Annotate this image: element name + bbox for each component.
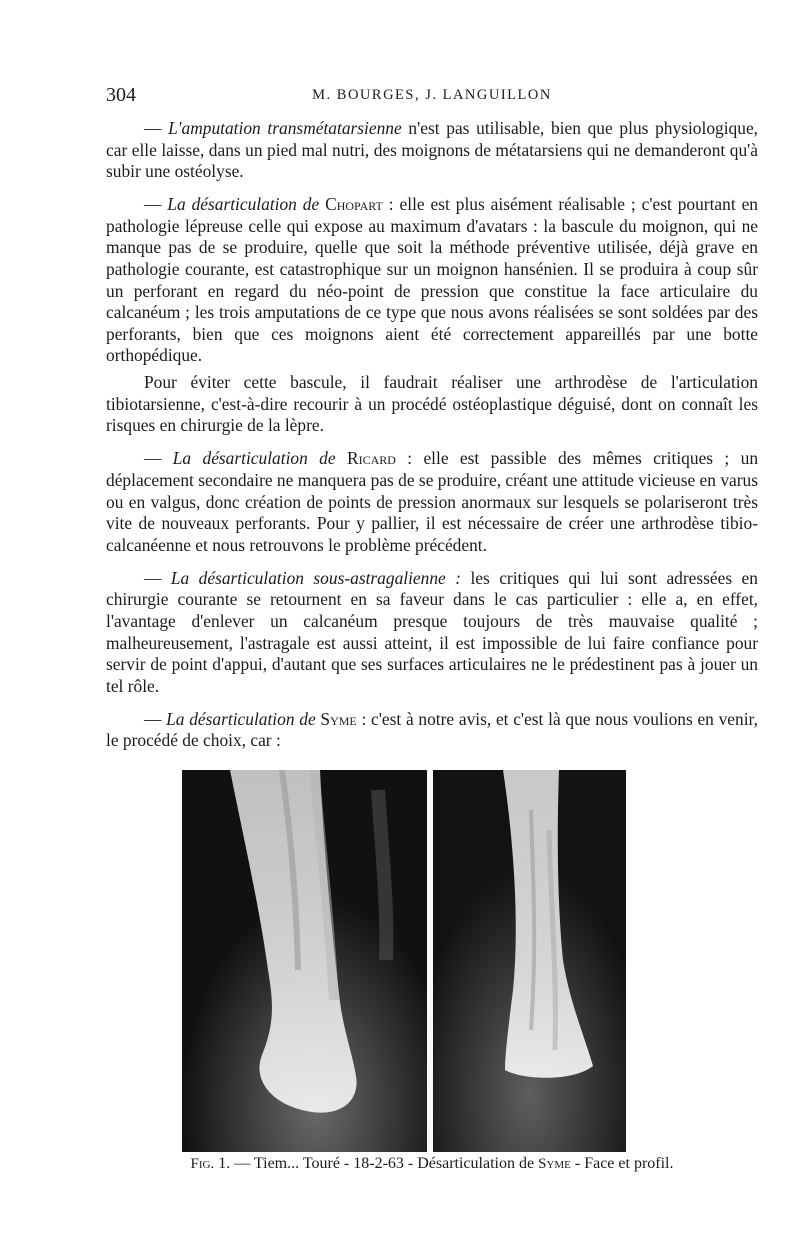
running-head: M. BOURGES, J. LANGUILLON	[312, 87, 552, 103]
paragraph-sous-astragalienne: — La désarticulation sous-astragalienne : les critiques qui lui sont adressées en chirurgie courante se retournent en sa faveur dans le cas particulier : elle a, en effet, l'avantage d'enlever un calcanéum presque toujours de très mauvaise qualité ; malheureusement, l'astragale est aussi atteint, il est impossible de lui faire confiance pour servir de point d'appui, d'autant que ses surfaces articulaires ne le prédestinent pas à jouer un tel rôle.	[106, 567, 758, 696]
body-text	[106, 118, 758, 764]
page-number: 304	[106, 84, 136, 106]
term-italic: La désarticulation de	[172, 448, 336, 469]
xray-figure	[182, 770, 626, 1152]
xray-profile-view	[433, 770, 626, 1152]
surname-syme: Syme	[538, 1156, 571, 1172]
paragraph-ricard: — La désarticulation de Ricard : elle est passible des mêmes critiques ; un déplacement secondaire ne manquera pas de se produire, créant une attitude vicieuse en varus ou en valgus, donc création de points de pression anormaux sur lesquels se polariseront très vite de nouveaux perforants. Pour y pallier, il est nécessaire de créer une arthrodèse tibio-calcanéenne et nous retrouvons le problème précédent.	[106, 448, 759, 555]
paragraph-chopart: — La désarticulation de Chopart : elle est plus aisément réalisable ; c'est pourtant en pathologie lépreuse celle qui expose au maximum d'avatars : la bascule du moignon, qui ne manque pas de se produire, quelle que soit la méthode préventive utilisée, déjà grave en pathologie courante, est catastrophique sur un moignon hansénien. Il se produira à coup sûr un perforant en regard du néo-point de pression que constitue la face articulaire du calcanéum ; les trois amputations de ce type que nous avons réalisées se sont soldées par des perforants, bien que ces moignons aient été correctement appareillés par une botte orthopédique.	[106, 194, 758, 366]
figure-label: Fig.	[190, 1156, 215, 1172]
surname-syme: Syme	[320, 708, 357, 729]
term-italic: La désarticulation de	[166, 708, 316, 729]
xray-front-view	[182, 770, 427, 1152]
page-header	[106, 84, 758, 108]
paragraph-bascule: Pour éviter cette bascule, il faudrait réaliser une arthrodèse de l'articulation tibiotarsienne, c'est-à-dire recourir à un procédé ostéoplastique déguisé, dont on connaît les risques en chirurgie de la lèpre.	[106, 372, 758, 436]
surname-chopart: Chopart	[325, 194, 383, 215]
term-italic: La désarticulation de	[167, 194, 320, 215]
term-italic: La désarticulation sous-astragalienne :	[170, 567, 461, 588]
paragraph-syme: — La désarticulation de Syme : c'est à notre avis, et c'est là que nous voulions en venir, le procédé de choix, car :	[106, 708, 758, 751]
surname-ricard: Ricard	[346, 448, 396, 469]
term-italic: L'amputation transmétatarsienne	[168, 118, 402, 138]
figure-caption: Fig. 1. — Tiem... Touré - 18-2-63 - Désarticulation de Syme - Face et profil.	[190, 1155, 674, 1172]
paragraph-transmetatarsal: — L'amputation transmétatarsienne n'est pas utilisable, bien que plus physiologique, car elle laisse, dans un pied mal nutri, des moignons de métatarsiens qui ne demanderont qu'à subir une ostéolyse.	[106, 118, 759, 182]
